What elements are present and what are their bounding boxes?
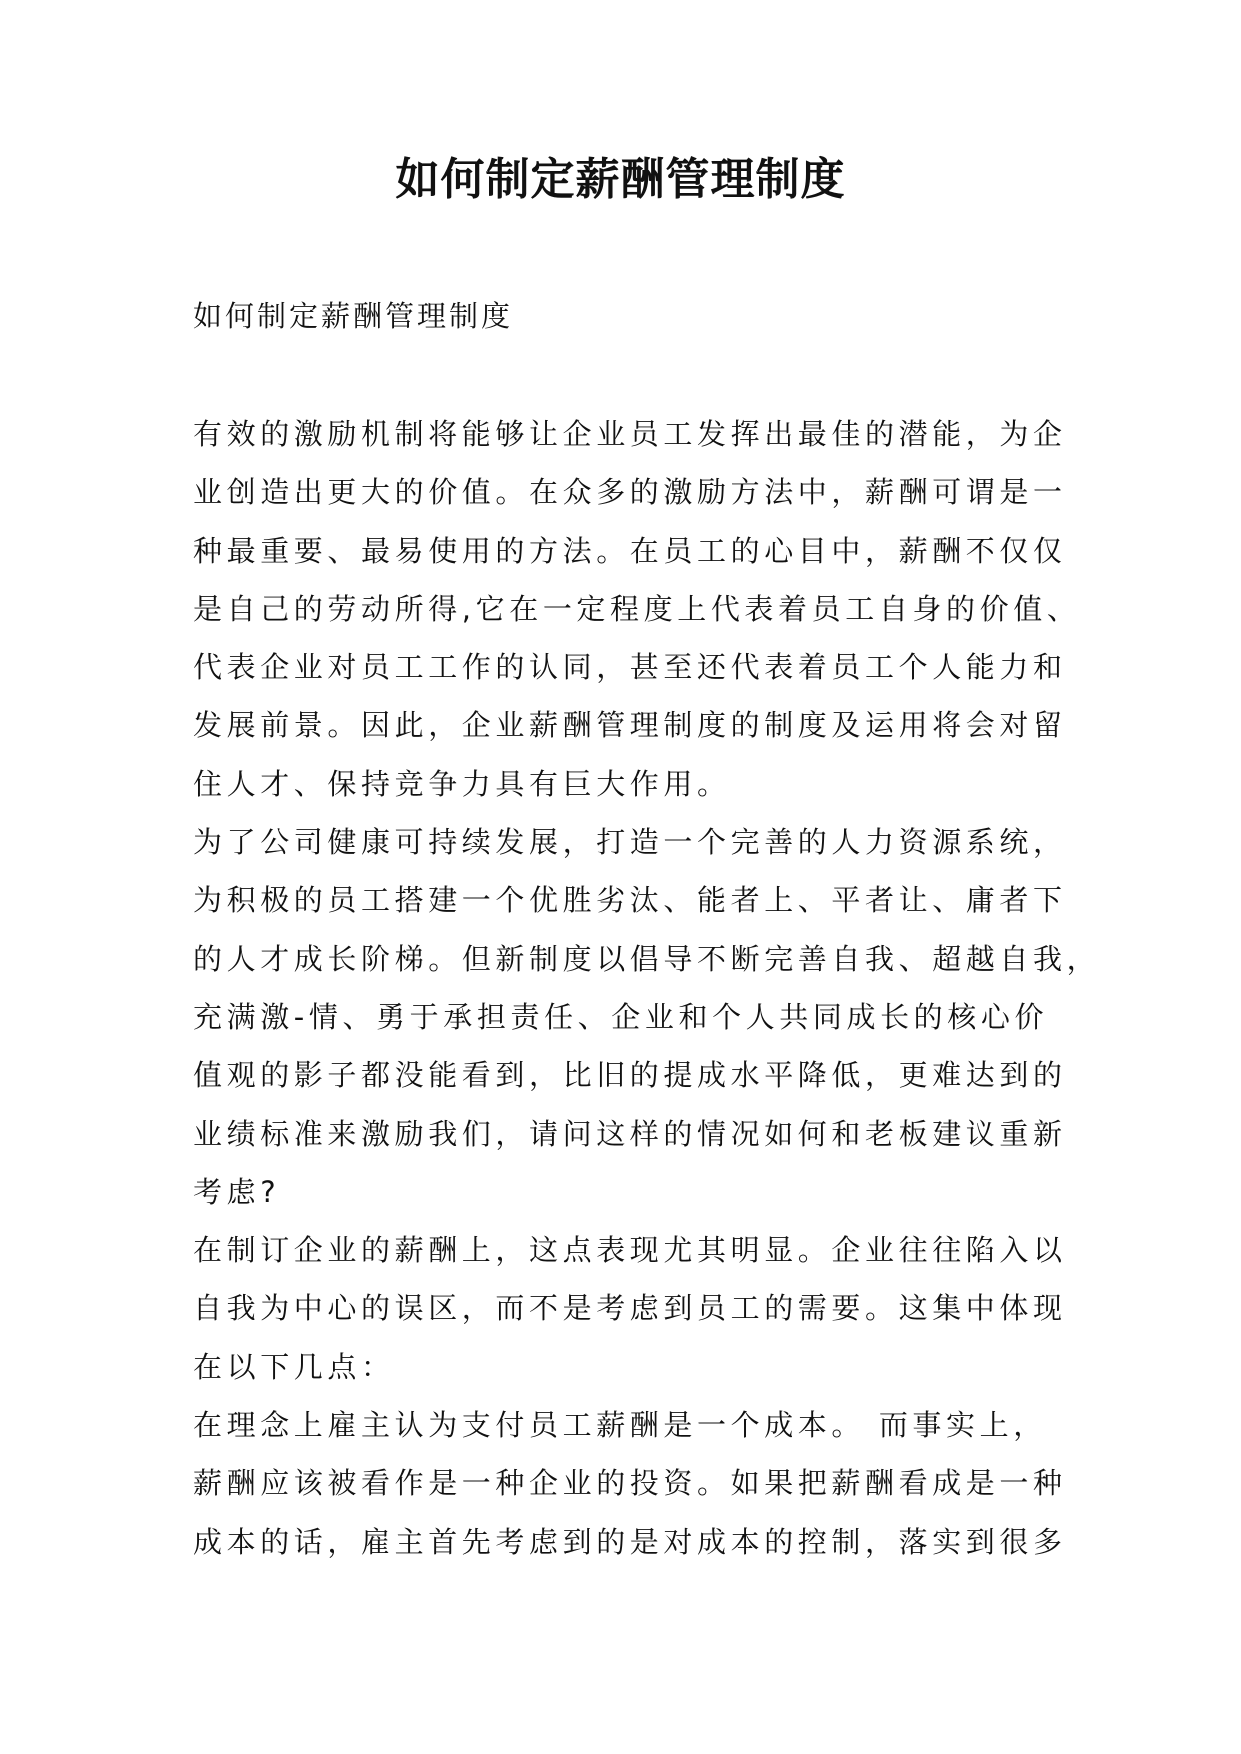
text-line: 代表企业对员工工作的认同，甚至还代表着员工个人能力和 [193,650,1067,685]
text-line: 考虑? [193,1174,281,1209]
text-line: 薪酬应该被看作是一种企业的投资。如果把薪酬看成是一种 [193,1466,1067,1501]
text-line: 在制订企业的薪酬上，这点表现尤其明显。企业往往陷入以 [193,1233,1067,1268]
document-subtitle: 如何制定薪酬管理制度 [193,299,514,333]
text-line: 有效的激励机制将能够让企业员工发挥出最佳的潜能，为企 [193,417,1067,451]
text-line: 在以下几点： [193,1349,395,1384]
text-line: 是自己的劳动所得,它在一定程度上代表着员工自身的价值、 [193,591,1081,626]
text-line: 在理念上雇主认为支付员工薪酬是一个成本。 而事实上， [193,1408,1047,1443]
text-line: 的人才成长阶梯。但新制度以倡导不断完善自我、超越自我， [193,941,1101,976]
text-line: 充满激-情、勇于承担责任、企业和个人共同成长的核心价 [193,999,1049,1034]
text-line: 为积极的员工搭建一个优胜劣汰、能者上、平者让、庸者下 [193,883,1067,918]
text-line: 住人才、保持竞争力具有巨大作用。 [193,766,731,801]
text-line: 为了公司健康可持续发展，打造一个完善的人力资源系统， [193,825,1067,860]
document-body [193,405,1101,1571]
text-line: 自我为中心的误区，而不是考虑到员工的需要。这集中体现 [193,1291,1067,1326]
text-line: 发展前景。因此，企业薪酬管理制度的制度及运用将会对留 [193,708,1067,743]
text-line: 业绩标准来激励我们，请问这样的情况如何和老板建议重新 [193,1116,1067,1151]
text-line: 值观的影子都没能看到，比旧的提成水平降低，更难达到的 [193,1058,1067,1093]
document-title: 如何制定薪酬管理制度 [395,154,846,205]
text-line: 业创造出更大的价值。在众多的激励方法中，薪酬可谓是一 [193,475,1067,510]
text-line: 成本的话，雇主首先考虑到的是对成本的控制，落实到很多 [193,1524,1067,1559]
text-line: 种最重要、最易使用的方法。在员工的心目中，薪酬不仅仅 [193,533,1067,568]
